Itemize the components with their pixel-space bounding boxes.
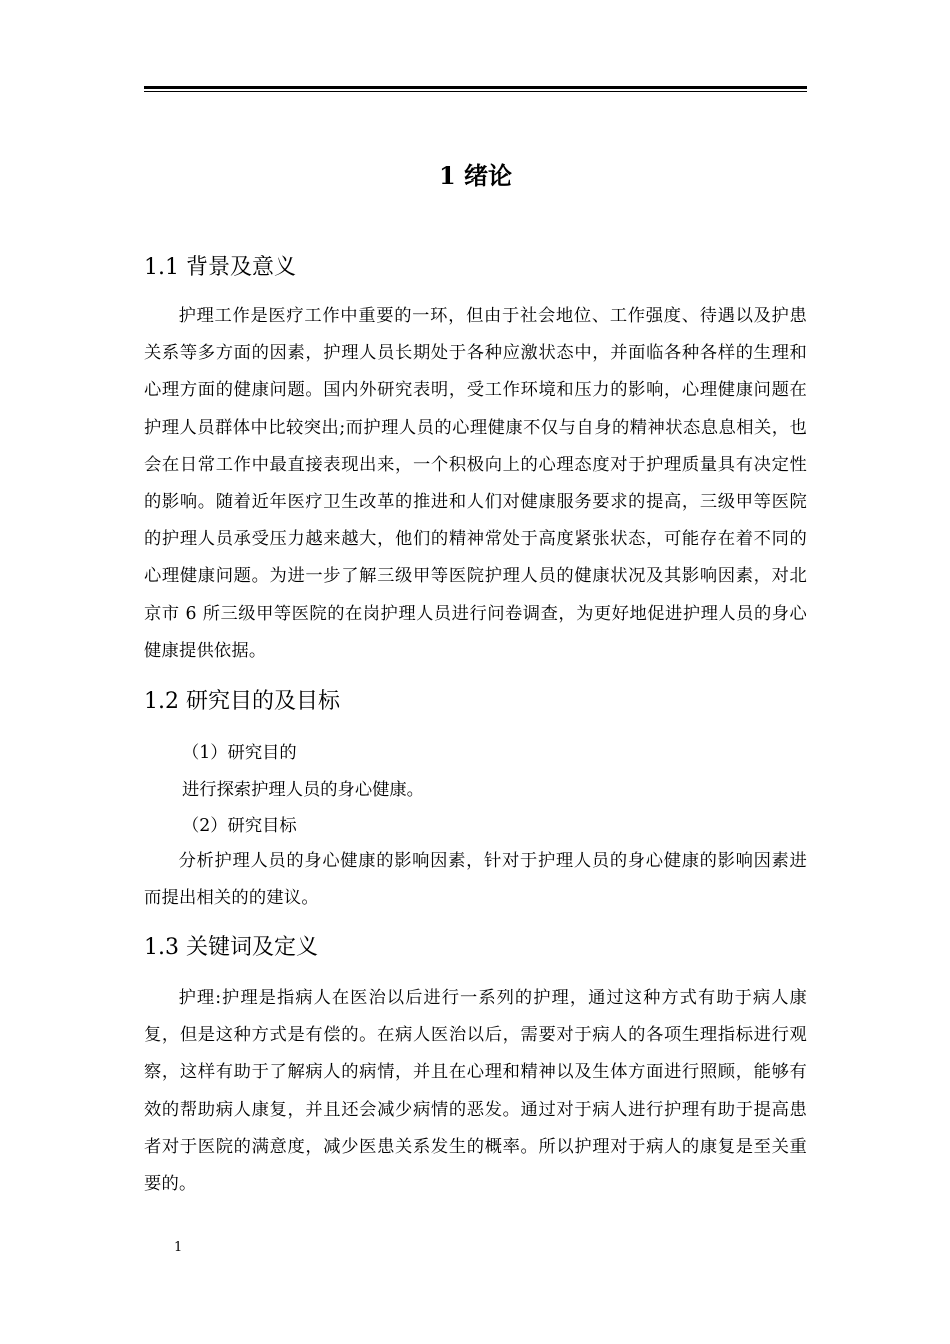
paragraph-background: 护理工作是医疗工作中重要的一环，但由于社会地位、工作强度、待遇以及护患关系等多方面的因素，护理人员长期处于各种应激状态中，并面临各种各样的生理和心理方面的健康问题。国内外研究表明，受工作环境和压力的影响，心理健康问题在护理人员群体中比较突出;而护理人员的心理健康不仅与自身的精神状态息息相关，也会在日常工作中最直接表现出来，一个积极向上的心理态度对于护理质量具有决定性的影响。随着近年医疗卫生改革的推进和人们对健康服务要求的提高，三级甲等医院的护理人员承受压力越来越大，他们的精神常处于高度紧张状态，可能存在着不同的心理健康问题。为进一步了解三级甲等医院护理人员的健康状况及其影响因素，对北京市 6 所三级甲等医院的在岗护理人员进行问卷调查，为更好地促进护理人员的身心健康提供依据。 bbox=[144, 306, 807, 661]
section-heading-background: 1.1 背景及意义 bbox=[144, 255, 296, 280]
objective-text-1: 进行探索护理人员的身心健康。 bbox=[182, 780, 424, 800]
paragraph-keywords: 护理:护理是指病人在医治以后进行一系列的护理，通过这种方式有助于病人康复，但是这种方式是有偿的。在病人医治以后，需要对于病人的各项生理指标进行观察，这样有助于了解病人的病情，并且在心理和精神以及生体方面进行照顾，能够有效的帮助病人康复，并且还会减少病情的恶发。通过对于病人进行护理有助于提高患者对于医院的满意度，减少医患关系发生的概率。所以护理对于病人的康复是至关重要的。 bbox=[144, 988, 807, 1195]
objective-label-2: （2）研究目标 bbox=[182, 816, 297, 836]
header-rule-thick bbox=[144, 86, 807, 89]
header-rule-thin bbox=[144, 91, 807, 92]
page-number: 1 bbox=[174, 1240, 183, 1255]
section-heading-objectives: 1.2 研究目的及目标 bbox=[144, 689, 340, 714]
chapter-title: 1 绪论 bbox=[438, 161, 513, 190]
objective-text-2: 分析护理人员的身心健康的影响因素，针对于护理人员的身心健康的影响因素进而提出相关的的建议。 bbox=[144, 851, 807, 909]
objective-label-1: （1）研究目的 bbox=[182, 743, 297, 763]
section-heading-keywords: 1.3 关键词及定义 bbox=[144, 935, 318, 960]
